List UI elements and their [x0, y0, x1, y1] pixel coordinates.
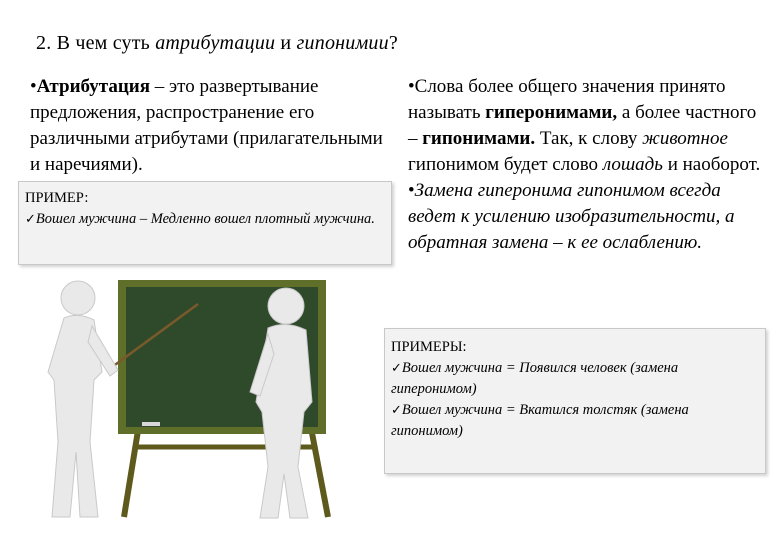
replacement-rule: Замена гиперонима гипонимом всегда ведет к усилению изобразительности, а обратная замена – к ее ослаблению. [408, 180, 735, 253]
hyponymy-paragraph-2 [408, 178, 770, 256]
example-box [18, 181, 392, 265]
hyponym-term: гипонимами. [422, 128, 536, 149]
title-term-attribution: атрибутации [155, 32, 276, 54]
bullet: • [408, 76, 415, 97]
title-term-hyponymy: гипонимии [296, 32, 389, 54]
bullet: • [30, 76, 37, 97]
examples-item-1-text: Вошел мужчина = Появился человек (замена гиперонимом) [391, 360, 679, 397]
example-word-horse: лошадь [602, 154, 663, 175]
examples-box [384, 328, 766, 474]
attribution-definition [30, 74, 390, 178]
slide-title [36, 32, 398, 55]
title-prefix: 2. В чем суть [36, 32, 156, 54]
left-figure [48, 281, 118, 517]
hyponymy-paragraph-1 [408, 74, 770, 178]
examples-item-2 [391, 400, 759, 442]
bullet: • [408, 180, 415, 201]
title-and: и [275, 32, 297, 54]
hyponymy-text-d: гипонимом будет слово [408, 154, 603, 175]
hyponymy-text-c: Так, к слову [535, 128, 643, 149]
check-icon: ✓ [391, 361, 402, 376]
example-word-animal: животное [642, 128, 728, 149]
hyponymy-text-b: а более частного – [408, 102, 757, 149]
examples-item-2-text: Вошел мужчина = Вкатился толстяк (замена гипонимом) [391, 402, 689, 439]
example-item [25, 209, 385, 230]
attribution-text: – это развертывание предложения, распространение его различными атрибутами (прилагательными и наречиями). [30, 76, 383, 175]
example-text: Вошел мужчина – Медленно вошел плотный мужчина. [35, 211, 375, 227]
hyponymy-explanation [408, 74, 770, 256]
attribution-term: Атрибутация [36, 76, 151, 97]
check-icon: ✓ [391, 403, 402, 418]
examples-heading: ПРИМЕРЫ: [391, 339, 467, 355]
hyponymy-text-e: и наоборот. [662, 154, 761, 175]
check-icon: ✓ [25, 212, 36, 227]
chalk [142, 422, 160, 426]
hyponymy-text-a: Слова более общего значения принято называть [408, 76, 726, 123]
examples-item-1 [391, 358, 759, 400]
teacher-blackboard-illustration [36, 262, 366, 524]
example-heading: ПРИМЕР: [25, 190, 89, 206]
title-suffix: ? [388, 32, 398, 54]
hyperonym-term: гиперонимами, [485, 102, 618, 123]
